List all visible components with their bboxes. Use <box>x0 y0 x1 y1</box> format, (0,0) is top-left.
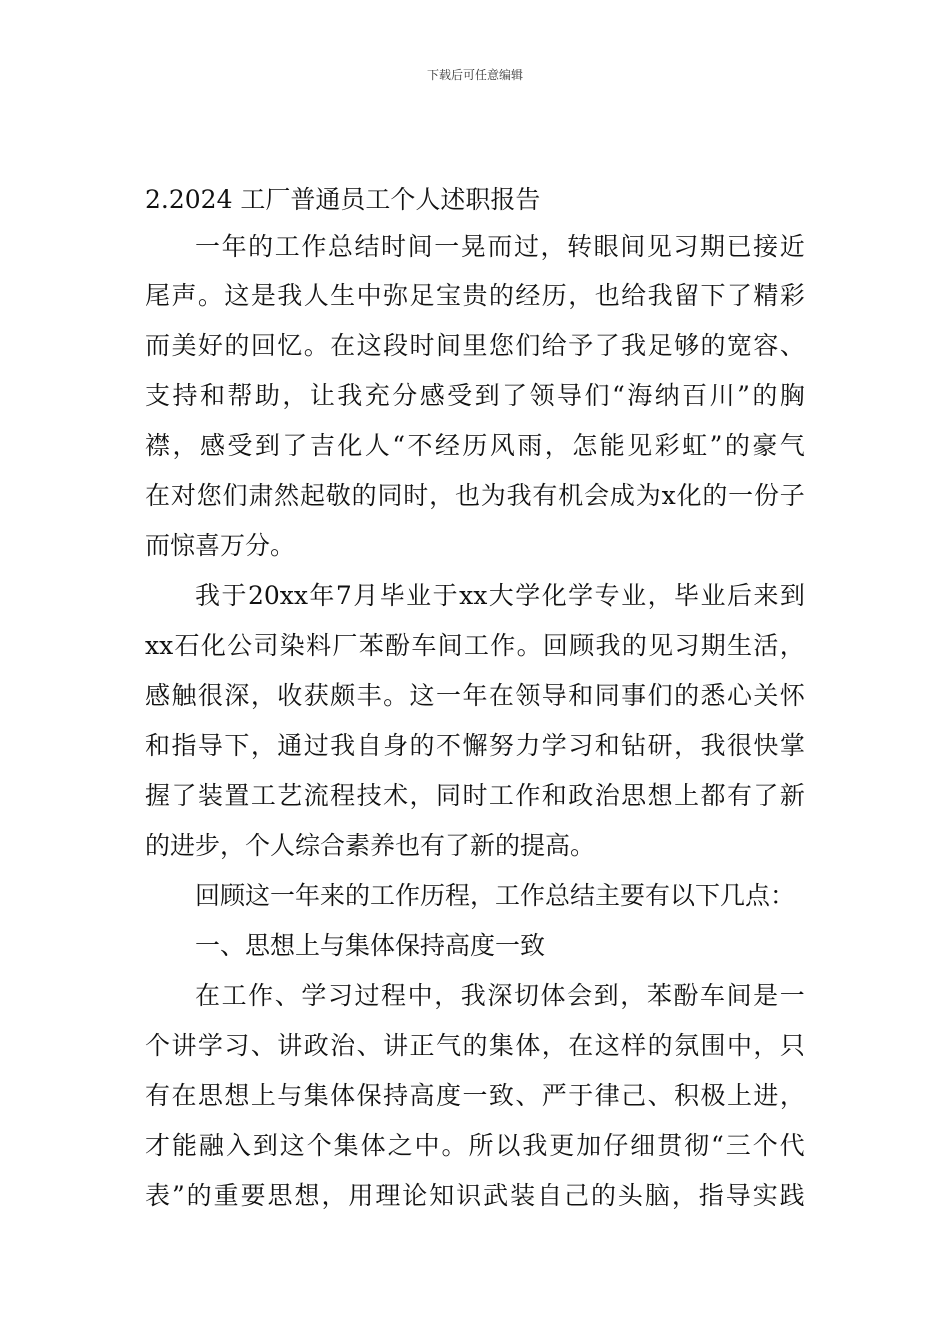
paragraph-line: 一、思想上与集体保持高度一致 <box>195 931 546 960</box>
paragraph-line: 才 能 融 入 到 这 个 集 体 之 中 。 所 以 我 更 加 仔 细 贯 彻 “ 三 个 代 <box>145 1131 805 1160</box>
paragraph-line: 尾 声 。 这 是 我 人 生 中 弥 足 宝 贵 的 经 历 ， 也 给 我 留 下 了 精 彩 <box>145 281 805 310</box>
paragraph-line: 表 ” 的 重 要 思 想 ， 用 理 论 知 识 武 装 自 己 的 头 脑 ， 指 导 实 践 <box>145 1181 805 1210</box>
paragraph-line: 襟 ， 感 受 到 了 吉 化 人 “ 不 经 历 风 雨 ， 怎 能 见 彩 虹 ” 的 豪 气 <box>145 431 805 460</box>
paragraph-line: 个 讲 学 习 、 讲 政 治 、 讲 正 气 的 集 体 ， 在 这 样 的 氛 围 中 ， 只 <box>145 1031 805 1060</box>
paragraph-line: 我 于 20xx 年 7 月 毕 业 于 xx 大 学 化 学 专 业 ， 毕 业 后 来 到 <box>195 581 805 610</box>
paragraph-line: 感 触 很 深 ， 收 获 颇 丰 。 这 一 年 在 领 导 和 同 事 们 的 悉 心 关 怀 <box>145 681 805 710</box>
paragraph-line: 握 了 装 置 工 艺 流 程 技 术 ， 同 时 工 作 和 政 治 思 想 上 都 有 了 新 <box>145 781 805 810</box>
paragraph-line: 支 持 和 帮 助 ， 让 我 充 分 感 受 到 了 领 导 们 “ 海 纳 百 川 ” 的 胸 <box>145 381 805 410</box>
paragraph-line: 一 年 的 工 作 总 结 时 间 一 晃 而 过 ， 转 眼 间 见 习 期 已 接 近 <box>195 232 805 261</box>
paragraph-line: 和 指 导 下 ， 通 过 我 自 身 的 不 懈 努 力 学 习 和 钻 研 ， 我 很 快 掌 <box>145 731 805 760</box>
paragraph-line: 有 在 思 想 上 与 集 体 保 持 高 度 一 致 、 严 于 律 己 、 积 极 上 进 ， <box>145 1081 805 1110</box>
paragraph-line: 的进步，个人综合素养也有了新的提高。 <box>145 831 596 860</box>
paragraph-line: xx 石 化 公 司 染 料 厂 苯 酚 车 间 工 作 。 回 顾 我 的 见 习 期 生 活 ， <box>145 631 805 660</box>
paragraph-line: 在 工 作 、 学 习 过 程 中 ， 我 深 切 体 会 到 ， 苯 酚 车 间 是 一 <box>195 981 805 1010</box>
paragraph-line: 而 美 好 的 回 忆 。 在 这 段 时 间 里 您 们 给 予 了 我 足 够 的 宽 容 、 <box>145 331 805 360</box>
document-title: 2.2024 工厂普通员工个人述职报告 <box>145 185 541 214</box>
paragraph-line: 在 对 您 们 肃 然 起 敬 的 同 时 ， 也 为 我 有 机 会 成 为 x 化 的 一 份 子 <box>145 481 805 510</box>
paragraph-line: 而惊喜万分。 <box>145 531 296 560</box>
page-header: 下载后可任意编辑 <box>426 68 523 82</box>
paragraph-line: 回顾这一年来的工作历程，工作总结主要有以下几点： <box>195 881 796 910</box>
